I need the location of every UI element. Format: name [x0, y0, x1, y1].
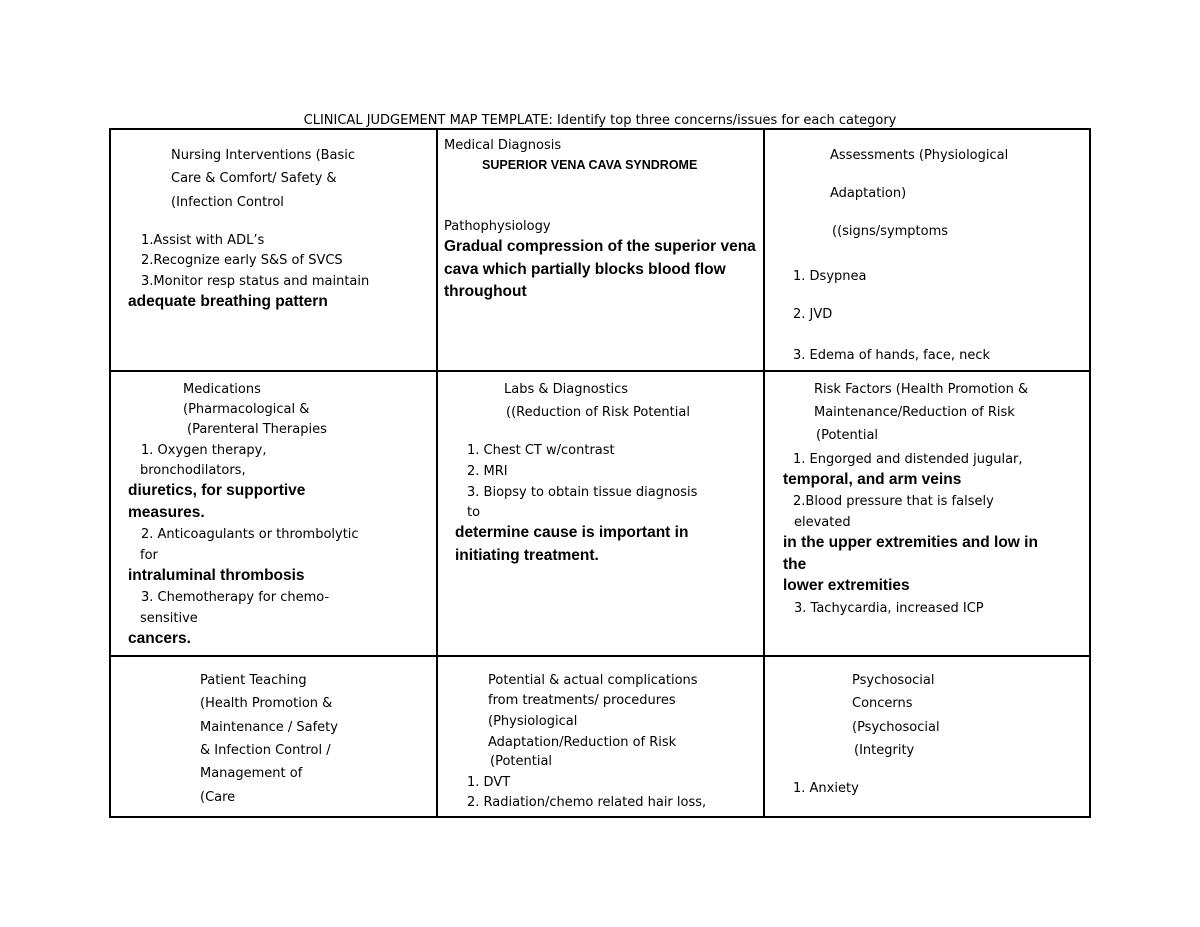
cell-heading-line: Adaptation/Reduction of Risk — [488, 735, 677, 750]
cell-heading-line: Maintenance/Reduction of Risk — [814, 405, 1015, 420]
column-divider — [763, 130, 765, 816]
pathophysiology-text: throughout — [444, 283, 527, 300]
list-item: for — [140, 548, 158, 563]
list-item: in the upper extremities and low in — [783, 534, 1038, 551]
cell-heading-line: Care & Comfort/ Safety & — [171, 171, 337, 186]
list-item: intraluminal thrombosis — [128, 567, 305, 584]
pathophysiology-text: cava which partially blocks blood flow — [444, 261, 726, 278]
list-item: bronchodilators, — [140, 463, 246, 478]
list-item: the — [783, 556, 807, 573]
cell-heading-line: (Psychosocial — [852, 720, 940, 735]
medical-diagnosis-label: Medical Diagnosis — [444, 138, 562, 153]
list-item: to — [467, 505, 481, 520]
list-item: diuretics, for supportive — [128, 482, 306, 499]
cell-heading-line: Nursing Interventions (Basic — [171, 148, 356, 163]
cell-heading-line: (Pharmacological & — [183, 402, 310, 417]
cell-heading-line: Patient Teaching — [200, 673, 307, 688]
list-item: 3. Tachycardia, increased ICP — [794, 601, 984, 616]
list-item: determine cause is important in — [455, 524, 689, 541]
cell-heading-line: (Care — [200, 790, 236, 805]
list-item: 1. Dsypnea — [793, 269, 867, 284]
list-item: elevated — [794, 515, 851, 530]
page-title: CLINICAL JUDGEMENT MAP TEMPLATE: Identify top three concerns/issues for each category — [303, 113, 897, 128]
list-item: sensitive — [140, 611, 198, 626]
list-item: 2.Blood pressure that is falsely — [793, 494, 994, 509]
cell-heading-line: ((signs/symptoms — [832, 224, 949, 239]
list-item: 2. Anticoagulants or thrombolytic — [141, 527, 359, 542]
cell-heading-line: Adaptation) — [830, 186, 907, 201]
cell-heading-line: (Physiological — [488, 714, 578, 729]
cell-heading-line: Concerns — [852, 696, 913, 711]
cell-heading-line: from treatments/ procedures — [488, 693, 676, 708]
list-item: 1. DVT — [467, 775, 511, 790]
list-item: initiating treatment. — [455, 547, 599, 564]
cell-heading-line: & Infection Control / — [200, 743, 331, 758]
cell-heading-line: Potential & actual complications — [488, 673, 698, 688]
cell-heading-line: Risk Factors (Health Promotion & — [814, 382, 1029, 397]
cell-heading-line: (Health Promotion & — [200, 696, 333, 711]
medical-diagnosis-value: SUPERIOR VENA CAVA SYNDROME — [482, 158, 698, 172]
cell-heading-line: Management of — [200, 766, 303, 781]
list-item: 2.Recognize early S&S of SVCS — [141, 253, 343, 268]
list-item: 2. Radiation/chemo related hair loss, — [467, 795, 707, 810]
column-divider — [436, 130, 438, 816]
list-item: 1. Anxiety — [793, 781, 859, 796]
pathophysiology-text: Gradual compression of the superior vena — [444, 238, 756, 255]
cell-heading-line: (Potential — [816, 428, 879, 443]
cell-heading-line: Labs & Diagnostics — [504, 382, 629, 397]
list-item: 3. Edema of hands, face, neck — [793, 348, 991, 363]
cell-heading-line: (Integrity — [854, 743, 915, 758]
judgement-map-grid — [109, 128, 1091, 818]
list-item: measures. — [128, 504, 205, 521]
list-item: 3. Chemotherapy for chemo- — [141, 590, 330, 605]
cell-heading-line: (Infection Control — [171, 195, 284, 210]
list-item: 3.Monitor resp status and maintain — [141, 274, 370, 289]
pathophysiology-label: Pathophysiology — [444, 219, 551, 234]
row-divider — [111, 370, 1089, 372]
list-item: 1.Assist with ADL’s — [141, 233, 265, 248]
cell-heading-line: ((Reduction of Risk Potential — [506, 405, 690, 420]
row-divider — [111, 655, 1089, 657]
cell-heading-line: Psychosocial — [852, 673, 935, 688]
list-item: 1. Chest CT w/contrast — [467, 443, 615, 458]
cell-heading-line: Assessments (Physiological — [830, 148, 1009, 163]
list-item: 1. Engorged and distended jugular, — [793, 452, 1023, 467]
list-item: cancers. — [128, 630, 191, 647]
list-item: lower extremities — [783, 577, 910, 594]
list-item: temporal, and arm veins — [783, 471, 962, 488]
list-item: 2. JVD — [793, 307, 833, 322]
cell-heading-line: (Potential — [490, 754, 553, 769]
cell-heading-line: Medications — [183, 382, 261, 397]
list-item: 1. Oxygen therapy, — [141, 443, 267, 458]
cell-heading-line: Maintenance / Safety — [200, 720, 338, 735]
list-item: 3. Biopsy to obtain tissue diagnosis — [467, 485, 698, 500]
list-item-continuation: adequate breathing pattern — [128, 293, 328, 310]
cell-heading-line: (Parenteral Therapies — [187, 422, 327, 437]
list-item: 2. MRI — [467, 464, 508, 479]
